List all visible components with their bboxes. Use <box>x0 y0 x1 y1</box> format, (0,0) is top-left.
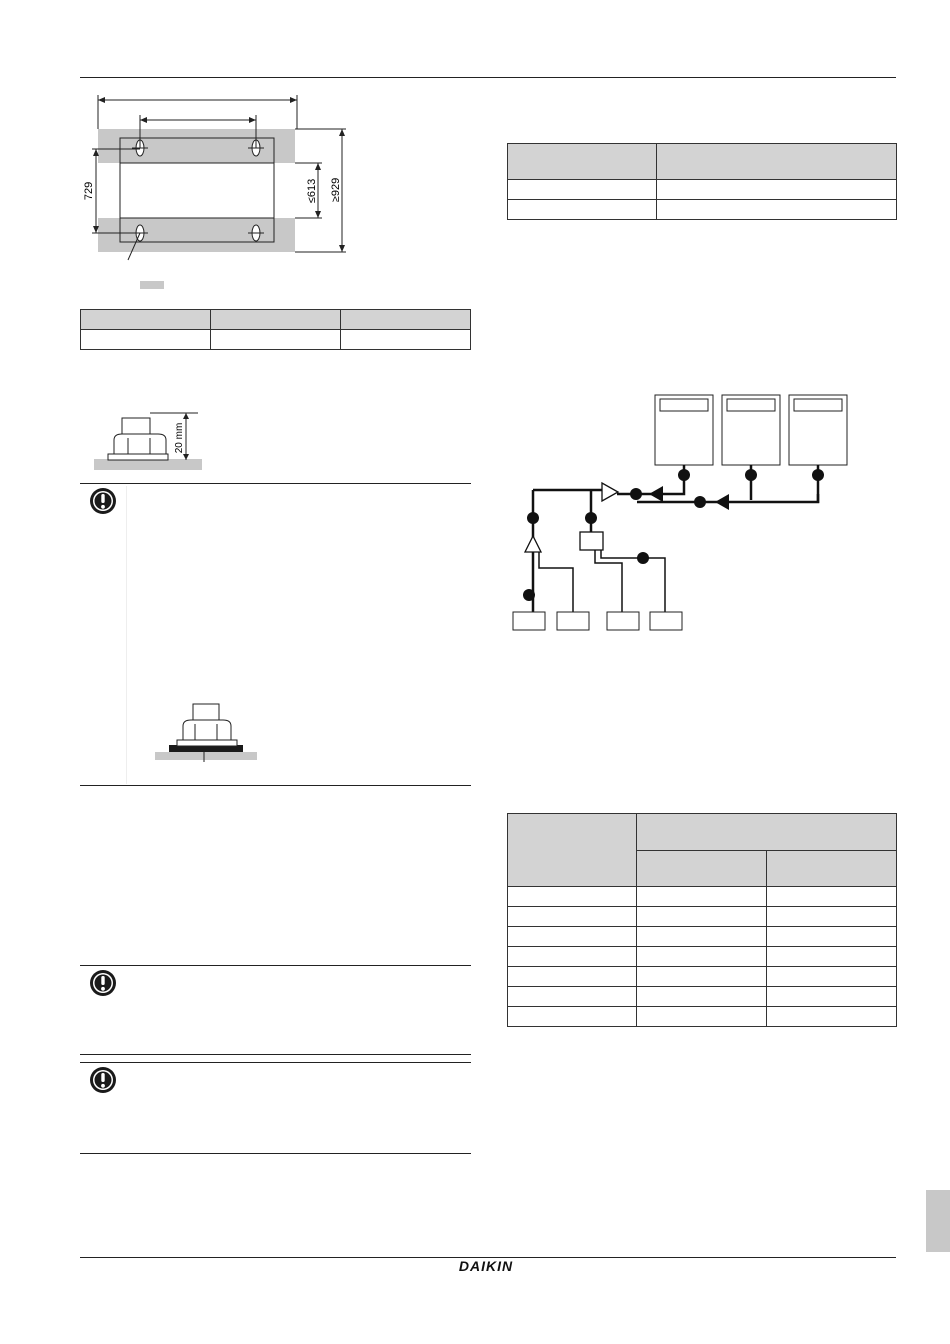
right-bottom-table <box>507 813 897 1027</box>
dim-inner-label: ≤613 <box>306 178 318 204</box>
table-row <box>508 927 897 947</box>
bolt-height-label: 20 mm <box>174 422 185 454</box>
table-row <box>508 1007 897 1027</box>
anchor-bolt-figure <box>94 408 224 472</box>
base-band-bottom <box>98 218 295 252</box>
table-row <box>508 887 897 907</box>
base-band-top <box>98 129 295 163</box>
branch-joint-icon <box>602 483 618 501</box>
dim-depth-label: 729 <box>83 181 95 201</box>
anchor-bolt-pad-figure <box>155 698 259 764</box>
bs-box-icon <box>580 532 603 550</box>
brand-logo: DAIKIN <box>458 1258 514 1274</box>
mounting-footprint-figure <box>78 92 358 292</box>
table-row <box>508 180 897 200</box>
caution-rule-top-2 <box>80 965 471 966</box>
table-row <box>508 907 897 927</box>
caution-rule-top-1 <box>80 483 471 484</box>
exclamation-warning-icon <box>88 968 118 998</box>
right-top-table <box>507 143 897 220</box>
table-header-row <box>508 814 897 851</box>
caution-rule-bottom-2 <box>80 1054 471 1055</box>
table-row <box>508 967 897 987</box>
table-row <box>508 200 897 220</box>
indoor-unit-icon <box>655 395 847 465</box>
exclamation-warning-icon <box>88 1065 118 1095</box>
table-header-row <box>81 310 471 330</box>
caution-divider <box>126 486 127 784</box>
refrigerant-piping-diagram <box>505 390 875 635</box>
branch-joint-icon <box>525 536 541 552</box>
table-row <box>508 947 897 967</box>
legend-swatch <box>140 281 164 289</box>
exclamation-warning-icon <box>88 486 118 516</box>
dim-outer-label: ≥929 <box>330 177 342 203</box>
caution-rule-bottom-3 <box>80 1153 471 1154</box>
left-spec-table <box>80 309 471 350</box>
header-rule <box>80 77 896 78</box>
table-row <box>81 330 471 350</box>
caution-rule-top-3 <box>80 1062 471 1063</box>
caution-rule-bottom-1 <box>80 785 471 786</box>
chapter-side-tab <box>926 1190 950 1252</box>
table-row <box>508 987 897 1007</box>
table-header-row <box>508 144 897 180</box>
